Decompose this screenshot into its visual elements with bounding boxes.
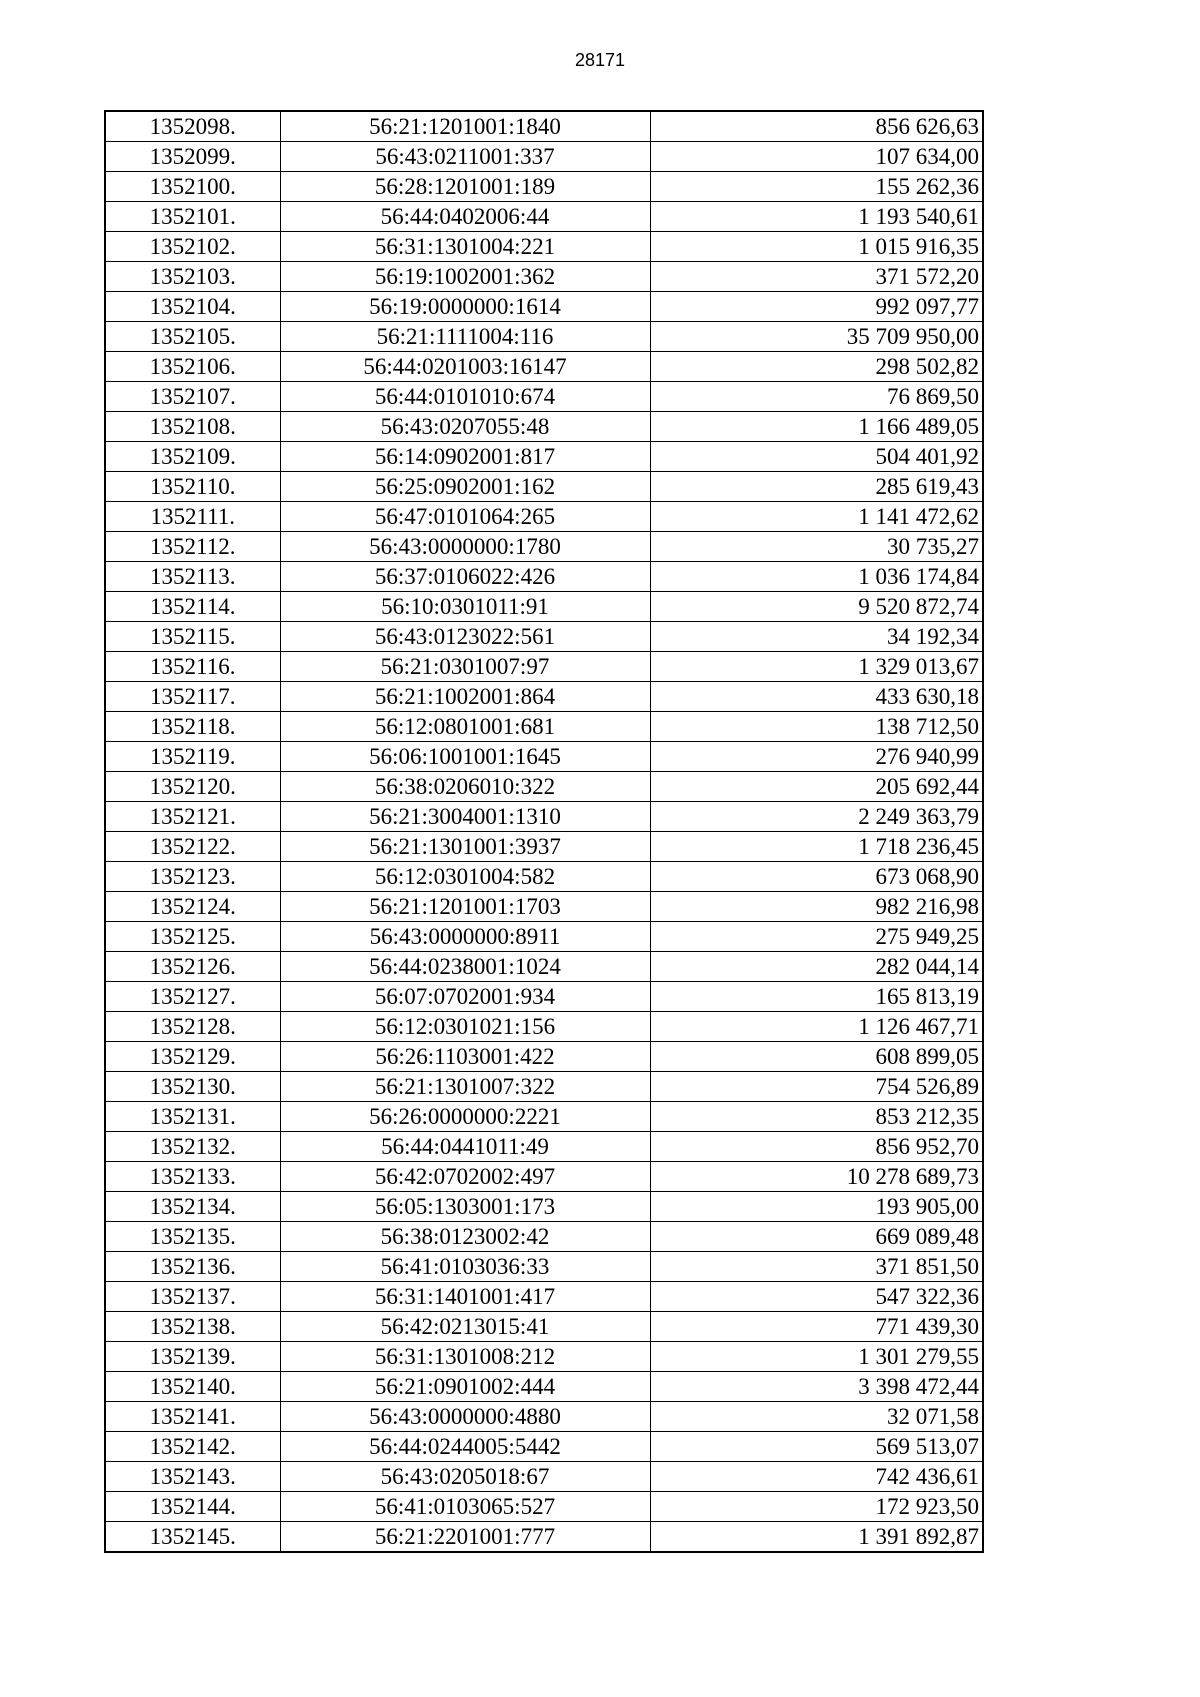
cadastral-value-cell: 371 851,50 [650, 1252, 983, 1282]
table-row [105, 802, 983, 832]
cadastral-value-cell: 853 212,35 [650, 1102, 983, 1132]
cadastral-value-cell: 9 520 872,74 [650, 592, 983, 622]
cadastral-number-cell: 56:26:1103001:422 [280, 1042, 650, 1072]
cadastral-number-cell: 56:47:0101064:265 [280, 502, 650, 532]
table-row [105, 232, 983, 262]
cadastral-value-cell: 282 044,14 [650, 952, 983, 982]
cadastral-number-cell: 56:43:0000000:1780 [280, 532, 650, 562]
row-number-cell: 1352131. [105, 1102, 280, 1132]
cadastral-value-cell: 1 015 916,35 [650, 232, 983, 262]
cadastral-value-cell: 1 329 013,67 [650, 652, 983, 682]
table-row [105, 712, 983, 742]
cadastral-number-cell: 56:19:0000000:1614 [280, 292, 650, 322]
table-row [105, 652, 983, 682]
cadastral-value-cell: 754 526,89 [650, 1072, 983, 1102]
cadastral-number-cell: 56:21:1301007:322 [280, 1072, 650, 1102]
row-number-cell: 1352109. [105, 442, 280, 472]
table-row [105, 982, 983, 1012]
cadastral-value-cell: 3 398 472,44 [650, 1372, 983, 1402]
table-row [105, 352, 983, 382]
cadastral-number-cell: 56:43:0000000:8911 [280, 922, 650, 952]
table-row [105, 832, 983, 862]
table-body [105, 111, 983, 1552]
row-number-cell: 1352114. [105, 592, 280, 622]
cadastral-number-cell: 56:21:1301001:3937 [280, 832, 650, 862]
table-row [105, 922, 983, 952]
row-number-cell: 1352123. [105, 862, 280, 892]
row-number-cell: 1352140. [105, 1372, 280, 1402]
row-number-cell: 1352099. [105, 142, 280, 172]
cadastral-value-cell: 35 709 950,00 [650, 322, 983, 352]
table-row [105, 1432, 983, 1462]
cadastral-value-cell: 2 249 363,79 [650, 802, 983, 832]
table-row [105, 682, 983, 712]
row-number-cell: 1352141. [105, 1402, 280, 1432]
row-number-cell: 1352128. [105, 1012, 280, 1042]
row-number-cell: 1352127. [105, 982, 280, 1012]
cadastral-value-cell: 856 952,70 [650, 1132, 983, 1162]
table-row [105, 1102, 983, 1132]
cadastral-value-cell: 1 391 892,87 [650, 1522, 983, 1553]
cadastral-number-cell: 56:44:0244005:5442 [280, 1432, 650, 1462]
row-number-cell: 1352136. [105, 1252, 280, 1282]
row-number-cell: 1352135. [105, 1222, 280, 1252]
row-number-cell: 1352100. [105, 172, 280, 202]
cadastral-number-cell: 56:12:0801001:681 [280, 712, 650, 742]
cadastral-number-cell: 56:21:0301007:97 [280, 652, 650, 682]
table-row [105, 952, 983, 982]
cadastral-value-cell: 547 322,36 [650, 1282, 983, 1312]
page-number: 28171 [574, 50, 626, 70]
cadastral-number-cell: 56:25:0902001:162 [280, 472, 650, 502]
row-number-cell: 1352129. [105, 1042, 280, 1072]
cadastral-value-cell: 1 718 236,45 [650, 832, 983, 862]
cadastral-number-cell: 56:44:0441011:49 [280, 1132, 650, 1162]
cadastral-value-cell: 205 692,44 [650, 772, 983, 802]
table-row [105, 1012, 983, 1042]
cadastral-value-cell: 371 572,20 [650, 262, 983, 292]
row-number-cell: 1352118. [105, 712, 280, 742]
cadastral-value-cell: 107 634,00 [650, 142, 983, 172]
cadastral-value-cell: 992 097,77 [650, 292, 983, 322]
row-number-cell: 1352103. [105, 262, 280, 292]
cadastral-value-cell: 1 141 472,62 [650, 502, 983, 532]
row-number-cell: 1352137. [105, 1282, 280, 1312]
table-row [105, 292, 983, 322]
cadastral-value-cell: 34 192,34 [650, 622, 983, 652]
cadastral-number-cell: 56:07:0702001:934 [280, 982, 650, 1012]
cadastral-value-cell: 172 923,50 [650, 1492, 983, 1522]
row-number-cell: 1352143. [105, 1462, 280, 1492]
cadastral-number-cell: 56:12:0301004:582 [280, 862, 650, 892]
row-number-cell: 1352126. [105, 952, 280, 982]
cadastral-number-cell: 56:38:0206010:322 [280, 772, 650, 802]
cadastral-value-cell: 433 630,18 [650, 682, 983, 712]
cadastral-value-cell: 1 301 279,55 [650, 1342, 983, 1372]
cadastral-value-cell: 276 940,99 [650, 742, 983, 772]
row-number-cell: 1352106. [105, 352, 280, 382]
row-number-cell: 1352138. [105, 1312, 280, 1342]
cadastral-value-cell: 856 626,63 [650, 111, 983, 142]
cadastral-number-cell: 56:21:0901002:444 [280, 1372, 650, 1402]
table-row [105, 892, 983, 922]
table-row [105, 1282, 983, 1312]
row-number-cell: 1352119. [105, 742, 280, 772]
cadastral-number-cell: 56:42:0213015:41 [280, 1312, 650, 1342]
row-number-cell: 1352116. [105, 652, 280, 682]
cadastral-value-cell: 32 071,58 [650, 1402, 983, 1432]
cadastral-value-cell: 76 869,50 [650, 382, 983, 412]
cadastral-value-cell: 193 905,00 [650, 1192, 983, 1222]
cadastral-value-cell: 1 036 174,84 [650, 562, 983, 592]
table-row [105, 412, 983, 442]
row-number-cell: 1352142. [105, 1432, 280, 1462]
cadastral-number-cell: 56:38:0123002:42 [280, 1222, 650, 1252]
table-row [105, 1492, 983, 1522]
cadastral-number-cell: 56:05:1303001:173 [280, 1192, 650, 1222]
table-row [105, 502, 983, 532]
table-row [105, 1072, 983, 1102]
cadastral-number-cell: 56:44:0101010:674 [280, 382, 650, 412]
cadastral-number-cell: 56:06:1001001:1645 [280, 742, 650, 772]
cadastral-number-cell: 56:43:0000000:4880 [280, 1402, 650, 1432]
table-row [105, 1192, 983, 1222]
table-row [105, 1462, 983, 1492]
cadastral-number-cell: 56:41:0103036:33 [280, 1252, 650, 1282]
table-row [105, 862, 983, 892]
cadastral-number-cell: 56:43:0123022:561 [280, 622, 650, 652]
cadastral-number-cell: 56:28:1201001:189 [280, 172, 650, 202]
cadastral-number-cell: 56:21:3004001:1310 [280, 802, 650, 832]
table-row [105, 1132, 983, 1162]
row-number-cell: 1352102. [105, 232, 280, 262]
cadastral-number-cell: 56:44:0402006:44 [280, 202, 650, 232]
table-row [105, 472, 983, 502]
table-row [105, 172, 983, 202]
cadastral-value-cell: 30 735,27 [650, 532, 983, 562]
row-number-cell: 1352112. [105, 532, 280, 562]
row-number-cell: 1352104. [105, 292, 280, 322]
cadastral-number-cell: 56:43:0207055:48 [280, 412, 650, 442]
table-row [105, 772, 983, 802]
row-number-cell: 1352122. [105, 832, 280, 862]
cadastral-value-cell: 1 126 467,71 [650, 1012, 983, 1042]
table-row [105, 1162, 983, 1192]
row-number-cell: 1352107. [105, 382, 280, 412]
cadastral-value-cell: 673 068,90 [650, 862, 983, 892]
table-row [105, 382, 983, 412]
cadastral-number-cell: 56:26:0000000:2221 [280, 1102, 650, 1132]
cadastral-number-cell: 56:19:1002001:362 [280, 262, 650, 292]
table-row [105, 1042, 983, 1072]
row-number-cell: 1352098. [105, 111, 280, 142]
row-number-cell: 1352105. [105, 322, 280, 352]
cadastral-number-cell: 56:42:0702002:497 [280, 1162, 650, 1192]
cadastral-number-cell: 56:21:2201001:777 [280, 1522, 650, 1553]
cadastral-number-cell: 56:43:0205018:67 [280, 1462, 650, 1492]
row-number-cell: 1352120. [105, 772, 280, 802]
table-row [105, 1372, 983, 1402]
cadastral-value-cell: 298 502,82 [650, 352, 983, 382]
cadastral-number-cell: 56:31:1401001:417 [280, 1282, 650, 1312]
cadastral-value-cell: 608 899,05 [650, 1042, 983, 1072]
table-row [105, 142, 983, 172]
table-row [105, 442, 983, 472]
cadastral-value-cell: 504 401,92 [650, 442, 983, 472]
cadastral-number-cell: 56:21:1002001:864 [280, 682, 650, 712]
cadastral-value-cell: 155 262,36 [650, 172, 983, 202]
table-row [105, 562, 983, 592]
table-row [105, 1522, 983, 1553]
table-row [105, 322, 983, 352]
cadastral-number-cell: 56:21:1111004:116 [280, 322, 650, 352]
cadastral-number-cell: 56:43:0211001:337 [280, 142, 650, 172]
table-row [105, 1222, 983, 1252]
cadastral-number-cell: 56:44:0238001:1024 [280, 952, 650, 982]
row-number-cell: 1352139. [105, 1342, 280, 1372]
table-row [105, 262, 983, 292]
table-row [105, 592, 983, 622]
cadastral-value-cell: 1 193 540,61 [650, 202, 983, 232]
row-number-cell: 1352134. [105, 1192, 280, 1222]
cadastral-number-cell: 56:21:1201001:1840 [280, 111, 650, 142]
cadastral-number-cell: 56:10:0301011:91 [280, 592, 650, 622]
cadastral-number-cell: 56:31:1301008:212 [280, 1342, 650, 1372]
cadastral-number-cell: 56:41:0103065:527 [280, 1492, 650, 1522]
cadastral-value-cell: 569 513,07 [650, 1432, 983, 1462]
cadastral-number-cell: 56:21:1201001:1703 [280, 892, 650, 922]
row-number-cell: 1352110. [105, 472, 280, 502]
row-number-cell: 1352111. [105, 502, 280, 532]
cadastral-value-cell: 669 089,48 [650, 1222, 983, 1252]
cadastral-value-cell: 138 712,50 [650, 712, 983, 742]
table-row [105, 1342, 983, 1372]
cadastral-value-cell: 982 216,98 [650, 892, 983, 922]
cadastral-value-table [104, 110, 984, 1553]
row-number-cell: 1352117. [105, 682, 280, 712]
table-row [105, 1312, 983, 1342]
cadastral-number-cell: 56:37:0106022:426 [280, 562, 650, 592]
row-number-cell: 1352133. [105, 1162, 280, 1192]
row-number-cell: 1352115. [105, 622, 280, 652]
cadastral-number-cell: 56:44:0201003:16147 [280, 352, 650, 382]
cadastral-value-cell: 1 166 489,05 [650, 412, 983, 442]
cadastral-number-cell: 56:12:0301021:156 [280, 1012, 650, 1042]
row-number-cell: 1352145. [105, 1522, 280, 1553]
row-number-cell: 1352121. [105, 802, 280, 832]
cadastral-value-cell: 165 813,19 [650, 982, 983, 1012]
row-number-cell: 1352124. [105, 892, 280, 922]
cadastral-value-cell: 10 278 689,73 [650, 1162, 983, 1192]
table-row [105, 1402, 983, 1432]
cadastral-value-cell: 275 949,25 [650, 922, 983, 952]
cadastral-value-cell: 771 439,30 [650, 1312, 983, 1342]
table-row [105, 202, 983, 232]
table-row [105, 622, 983, 652]
row-number-cell: 1352108. [105, 412, 280, 442]
cadastral-number-cell: 56:31:1301004:221 [280, 232, 650, 262]
row-number-cell: 1352113. [105, 562, 280, 592]
cadastral-value-cell: 285 619,43 [650, 472, 983, 502]
table-row [105, 111, 983, 142]
table-row [105, 532, 983, 562]
row-number-cell: 1352130. [105, 1072, 280, 1102]
table-row [105, 742, 983, 772]
cadastral-number-cell: 56:14:0902001:817 [280, 442, 650, 472]
cadastral-value-cell: 742 436,61 [650, 1462, 983, 1492]
row-number-cell: 1352125. [105, 922, 280, 952]
table-row [105, 1252, 983, 1282]
row-number-cell: 1352101. [105, 202, 280, 232]
row-number-cell: 1352144. [105, 1492, 280, 1522]
row-number-cell: 1352132. [105, 1132, 280, 1162]
